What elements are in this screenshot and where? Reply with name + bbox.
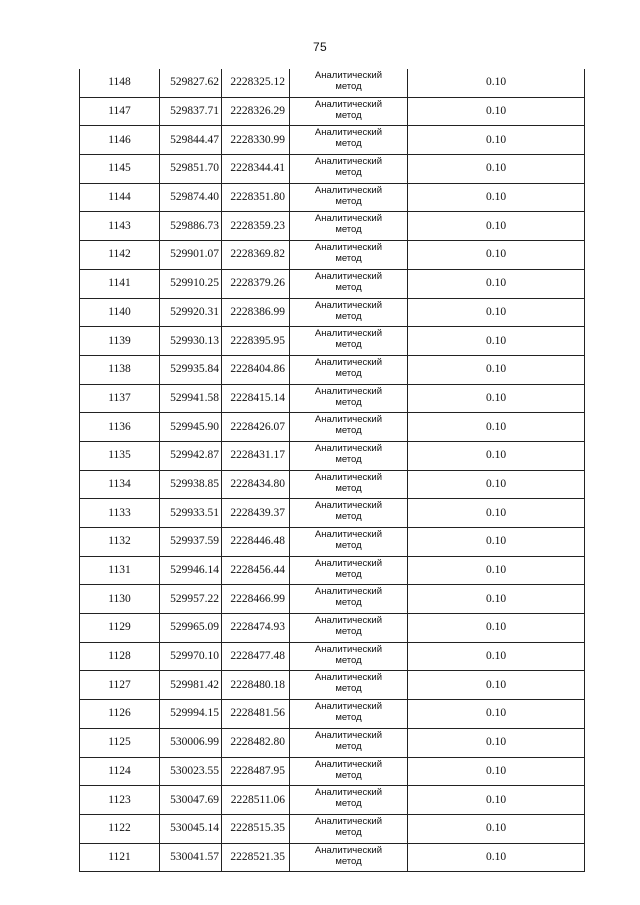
y-coordinate-cell: 2228466.99 [222,585,290,614]
accuracy-cell: 0.10 [408,470,585,499]
method-label-line1: Аналитический [314,701,383,713]
method-label-line2: метод [335,109,362,121]
accuracy-cell: 0.10 [408,528,585,557]
method-label-line2: метод [335,568,362,580]
accuracy-cell: 0.10 [408,97,585,126]
method-label-line1: Аналитический [314,643,383,655]
point-number-cell: 1121 [80,843,160,872]
method-label-line2: метод [335,511,362,523]
coordinates-table-body [80,69,585,872]
method-cell [290,327,408,356]
method-cell [290,241,408,270]
point-number-cell: 1140 [80,298,160,327]
y-coordinate-cell: 2228456.44 [222,556,290,585]
method-label-line2: метод [335,597,362,609]
accuracy-cell: 0.10 [408,355,585,384]
accuracy-cell: 0.10 [408,757,585,786]
y-coordinate-cell: 2228426.07 [222,413,290,442]
table-row [80,269,585,298]
table-row [80,327,585,356]
method-cell [290,212,408,241]
accuracy-cell: 0.10 [408,814,585,843]
y-coordinate-cell: 2228487.95 [222,757,290,786]
method-label-line2: метод [335,396,362,408]
method-cell [290,298,408,327]
accuracy-cell: 0.10 [408,728,585,757]
x-coordinate-cell: 530041.57 [160,843,222,872]
x-coordinate-cell: 529941.58 [160,384,222,413]
point-number-cell: 1127 [80,671,160,700]
table-row [80,212,585,241]
method-label-line2: метод [335,798,362,810]
x-coordinate-cell: 529874.40 [160,183,222,212]
method-cell [290,126,408,155]
accuracy-cell: 0.10 [408,614,585,643]
method-cell [290,155,408,184]
method-label-line1: Аналитический [314,844,383,856]
accuracy-cell: 0.10 [408,298,585,327]
x-coordinate-cell: 529957.22 [160,585,222,614]
x-coordinate-cell: 530047.69 [160,786,222,815]
method-cell [290,499,408,528]
table-row [80,556,585,585]
accuracy-cell: 0.10 [408,585,585,614]
method-cell [290,814,408,843]
y-coordinate-cell: 2228481.56 [222,700,290,729]
y-coordinate-cell: 2228325.12 [222,69,290,97]
table-row [80,671,585,700]
point-number-cell: 1131 [80,556,160,585]
x-coordinate-cell: 529946.14 [160,556,222,585]
accuracy-cell: 0.10 [408,155,585,184]
method-label-line2: метод [335,253,362,265]
method-cell [290,728,408,757]
y-coordinate-cell: 2228431.17 [222,441,290,470]
accuracy-cell: 0.10 [408,327,585,356]
method-label-line2: метод [335,310,362,322]
method-label-line1: Аналитический [314,184,383,196]
x-coordinate-cell: 529886.73 [160,212,222,241]
point-number-cell: 1122 [80,814,160,843]
accuracy-cell: 0.10 [408,556,585,585]
x-coordinate-cell: 529935.84 [160,355,222,384]
y-coordinate-cell: 2228395.95 [222,327,290,356]
y-coordinate-cell: 2228330.99 [222,126,290,155]
accuracy-cell: 0.10 [408,499,585,528]
x-coordinate-cell: 529970.10 [160,642,222,671]
method-cell [290,786,408,815]
method-label-line1: Аналитический [314,815,383,827]
x-coordinate-cell: 529930.13 [160,327,222,356]
method-cell [290,183,408,212]
method-label-line1: Аналитический [314,672,383,684]
y-coordinate-cell: 2228439.37 [222,499,290,528]
method-cell [290,441,408,470]
x-coordinate-cell: 529945.90 [160,413,222,442]
method-label-line2: метод [335,453,362,465]
method-label-line2: метод [335,138,362,150]
point-number-cell: 1143 [80,212,160,241]
x-coordinate-cell: 529937.59 [160,528,222,557]
x-coordinate-cell: 529851.70 [160,155,222,184]
method-label-line2: метод [335,281,362,293]
method-label-line2: метод [335,224,362,236]
page-number: 75 [313,40,327,54]
y-coordinate-cell: 2228359.23 [222,212,290,241]
point-number-cell: 1126 [80,700,160,729]
accuracy-cell: 0.10 [408,126,585,155]
method-label-line1: Аналитический [314,127,383,139]
method-label-line2: метод [335,425,362,437]
accuracy-cell: 0.10 [408,183,585,212]
table-row [80,585,585,614]
method-label-line2: метод [335,81,362,92]
method-cell [290,413,408,442]
method-label-line2: метод [335,195,362,207]
y-coordinate-cell: 2228386.99 [222,298,290,327]
method-cell [290,757,408,786]
table-row [80,786,585,815]
table-row [80,126,585,155]
method-label-line2: метод [335,683,362,695]
accuracy-cell: 0.10 [408,384,585,413]
y-coordinate-cell: 2228521.35 [222,843,290,872]
accuracy-cell: 0.10 [408,700,585,729]
method-label-line2: метод [335,855,362,867]
method-label-line1: Аналитический [314,414,383,426]
method-label-line1: Аналитический [314,385,383,397]
table-row [80,241,585,270]
method-cell [290,384,408,413]
method-label-line1: Аналитический [314,328,383,340]
method-cell [290,97,408,126]
table-row [80,413,585,442]
table-row [80,384,585,413]
point-number-cell: 1141 [80,269,160,298]
method-label-line1: Аналитический [314,299,383,311]
table-row [80,728,585,757]
table-row [80,470,585,499]
table-row [80,614,585,643]
method-label-line2: метод [335,712,362,724]
y-coordinate-cell: 2228480.18 [222,671,290,700]
table-row [80,700,585,729]
x-coordinate-cell: 529910.25 [160,269,222,298]
y-coordinate-cell: 2228369.82 [222,241,290,270]
point-number-cell: 1138 [80,355,160,384]
x-coordinate-cell: 529933.51 [160,499,222,528]
method-label-line1: Аналитический [314,557,383,569]
point-number-cell: 1136 [80,413,160,442]
y-coordinate-cell: 2228446.48 [222,528,290,557]
point-number-cell: 1139 [80,327,160,356]
table-row [80,642,585,671]
x-coordinate-cell: 529942.87 [160,441,222,470]
accuracy-cell: 0.10 [408,671,585,700]
y-coordinate-cell: 2228404.86 [222,355,290,384]
accuracy-cell: 0.10 [408,441,585,470]
table-row [80,499,585,528]
method-label-line2: метод [335,482,362,494]
x-coordinate-cell: 529901.07 [160,241,222,270]
method-cell [290,671,408,700]
table-row [80,355,585,384]
method-cell [290,642,408,671]
point-number-cell: 1137 [80,384,160,413]
point-number-cell: 1134 [80,470,160,499]
table-row [80,183,585,212]
method-label-line2: метод [335,654,362,666]
method-label-line2: метод [335,339,362,351]
method-cell [290,470,408,499]
x-coordinate-cell: 529965.09 [160,614,222,643]
x-coordinate-cell: 529837.71 [160,97,222,126]
point-number-cell: 1145 [80,155,160,184]
point-number-cell: 1148 [80,69,160,97]
method-label-line2: метод [335,626,362,638]
accuracy-cell: 0.10 [408,843,585,872]
accuracy-cell: 0.10 [408,241,585,270]
y-coordinate-cell: 2228477.48 [222,642,290,671]
accuracy-cell: 0.10 [408,212,585,241]
method-label-line1: Аналитический [314,729,383,741]
table-row [80,528,585,557]
point-number-cell: 1142 [80,241,160,270]
y-coordinate-cell: 2228351.80 [222,183,290,212]
y-coordinate-cell: 2228415.14 [222,384,290,413]
table-row [80,441,585,470]
accuracy-cell: 0.10 [408,269,585,298]
method-label-line1: Аналитический [314,615,383,627]
point-number-cell: 1146 [80,126,160,155]
method-label-line1: Аналитический [314,270,383,282]
method-label-line1: Аналитический [314,758,383,770]
point-number-cell: 1124 [80,757,160,786]
method-label-line2: метод [335,167,362,179]
method-label-line1: Аналитический [314,471,383,483]
method-label-line1: Аналитический [314,442,383,454]
accuracy-cell: 0.10 [408,69,585,97]
y-coordinate-cell: 2228474.93 [222,614,290,643]
method-label-line2: метод [335,540,362,551]
y-coordinate-cell: 2228326.29 [222,97,290,126]
x-coordinate-cell: 530023.55 [160,757,222,786]
method-label-line2: метод [335,367,362,379]
accuracy-cell: 0.10 [408,642,585,671]
method-cell [290,269,408,298]
point-number-cell: 1128 [80,642,160,671]
point-number-cell: 1132 [80,528,160,557]
method-label-line1: Аналитический [314,213,383,225]
method-cell [290,556,408,585]
table-row [80,757,585,786]
y-coordinate-cell: 2228511.06 [222,786,290,815]
method-label-line1: Аналитический [314,242,383,254]
accuracy-cell: 0.10 [408,786,585,815]
x-coordinate-cell: 529844.47 [160,126,222,155]
y-coordinate-cell: 2228515.35 [222,814,290,843]
method-cell [290,528,408,557]
accuracy-cell: 0.10 [408,413,585,442]
table-row [80,97,585,126]
x-coordinate-cell: 529994.15 [160,700,222,729]
point-number-cell: 1144 [80,183,160,212]
point-number-cell: 1123 [80,786,160,815]
method-cell [290,700,408,729]
table-row [80,69,585,97]
table-row [80,155,585,184]
method-label-line1: Аналитический [314,98,383,110]
coordinates-table [79,69,585,872]
method-cell [290,585,408,614]
y-coordinate-cell: 2228434.80 [222,470,290,499]
x-coordinate-cell: 529938.85 [160,470,222,499]
point-number-cell: 1129 [80,614,160,643]
point-number-cell: 1130 [80,585,160,614]
x-coordinate-cell: 530045.14 [160,814,222,843]
method-label-line1: Аналитический [314,156,383,168]
method-cell [290,843,408,872]
x-coordinate-cell: 529920.31 [160,298,222,327]
method-label-line1: Аналитический [314,70,383,81]
x-coordinate-cell: 529981.42 [160,671,222,700]
y-coordinate-cell: 2228379.26 [222,269,290,298]
table-row [80,814,585,843]
x-coordinate-cell: 529827.62 [160,69,222,97]
method-label-line1: Аналитический [314,586,383,598]
method-label-line2: метод [335,740,362,752]
method-label-line1: Аналитический [314,500,383,512]
method-label-line2: метод [335,826,362,838]
method-cell [290,69,408,97]
y-coordinate-cell: 2228482.80 [222,728,290,757]
method-cell [290,614,408,643]
point-number-cell: 1147 [80,97,160,126]
table-row [80,843,585,872]
y-coordinate-cell: 2228344.41 [222,155,290,184]
point-number-cell: 1133 [80,499,160,528]
method-label-line2: метод [335,769,362,781]
point-number-cell: 1135 [80,441,160,470]
point-number-cell: 1125 [80,728,160,757]
x-coordinate-cell: 530006.99 [160,728,222,757]
method-label-line1: Аналитический [314,356,383,368]
method-label-line1: Аналитический [314,529,383,540]
method-cell [290,355,408,384]
table-row [80,298,585,327]
method-label-line1: Аналитический [314,787,383,799]
